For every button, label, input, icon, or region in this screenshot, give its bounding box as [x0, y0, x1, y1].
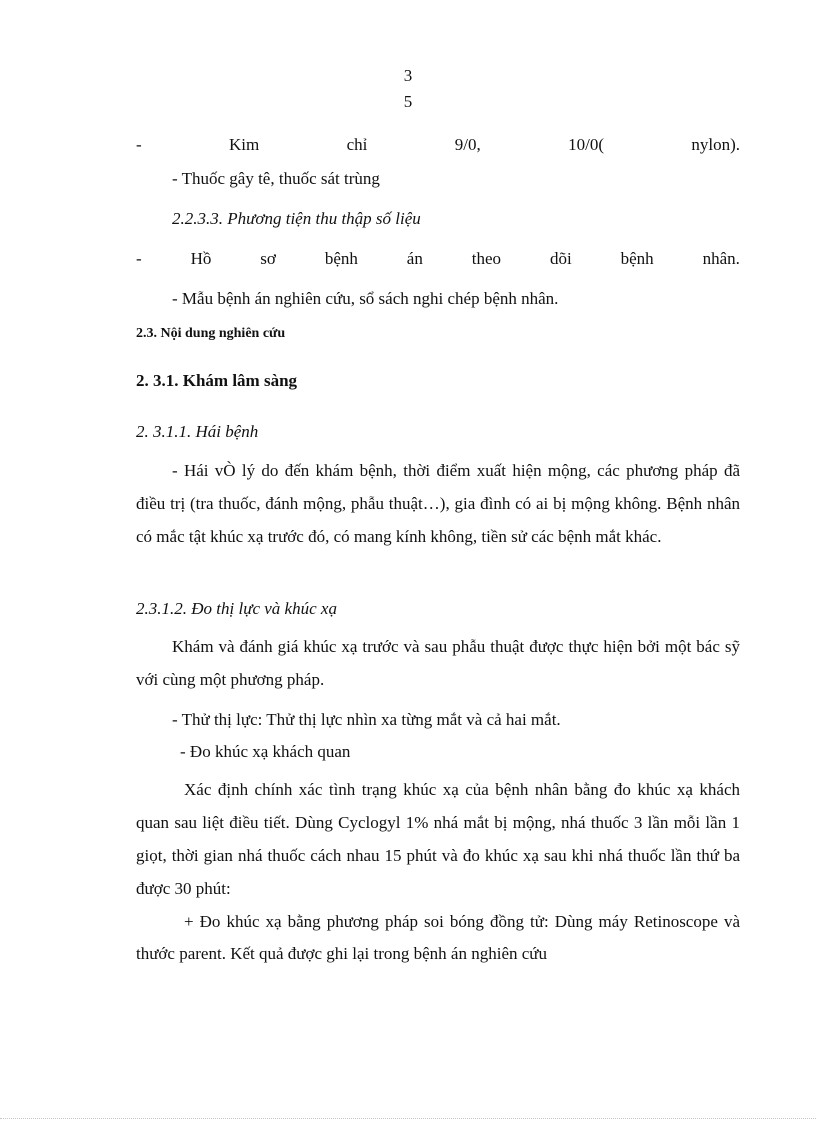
visual-acuity-line: - Thử thị lực: Thử thị lực nhìn xa từng mắt và cả hai mắt. — [172, 710, 561, 729]
anesthetic-line: - Thuốc gây tê, thuốc sát trùng — [172, 169, 380, 188]
word: chỉ — [346, 135, 368, 154]
word: Kim — [229, 135, 260, 154]
heading-2-3-1: 2. 3.1. Khám lâm sàng — [136, 371, 298, 390]
word: 10/0( — [568, 135, 604, 154]
page-number-line-2: 5 — [403, 92, 413, 111]
word: nylon). — [691, 135, 740, 154]
word: án — [406, 249, 423, 268]
heading-2-3: 2.3. Nội dung nghiên cứu — [136, 326, 286, 341]
word: bệnh — [324, 249, 358, 268]
word: - — [136, 135, 142, 154]
word: theo — [471, 249, 502, 268]
retinoscopy-paragraph: + Đo khúc xạ bằng phương pháp soi bóng đồng tử: Dùng máy Retinoscope và thước parent. Kết quả được ghi lại trong bệnh án nghiên cứu — [136, 912, 740, 963]
word: - — [136, 249, 142, 268]
objective-refraction-line: - Đo khúc xạ khách quan — [180, 742, 351, 761]
word: bệnh — [620, 249, 654, 268]
page-number-line-1: 3 — [403, 66, 413, 85]
heading-2-3-1-2: 2.3.1.2. Đo thị lực và khúc xạ — [136, 599, 337, 618]
word: nhân. — [702, 249, 740, 268]
forms-line: - Mẫu bệnh án nghiên cứu, sổ sách nghi chép bệnh nhân. — [172, 289, 559, 308]
cycloplegic-paragraph: Xác định chính xác tình trạng khúc xạ của bệnh nhân bằng đo khúc xạ khách quan sau liệt điều tiết. Dùng Cyclogyl 1% nhá mắt bị mộng, nhá thuốc 3 lần mỗi lần 1 giọt, thời gian nhá thuốc cách nhau 15 phút và đo khúc xạ sau khi nhá thuốc lần thứ ba được 30 phút: — [136, 780, 740, 898]
word: Hồ — [190, 249, 212, 268]
word: sơ — [260, 249, 276, 268]
history-paragraph: - Hái vÒ lý do đến khám bệnh, thời điểm xuất hiện mộng, các phương pháp đã điều trị (tra thuốc, đánh mộng, phẫu thuật…), gia đình có ai bị mộng không. Bệnh nhân có mắc tật khúc xạ trước đó, có mang kính không, tiền sử các bệnh mắt khác. — [136, 461, 740, 546]
records-line — [136, 248, 740, 270]
materials-line — [136, 134, 740, 156]
exam-paragraph: Khám và đánh giá khúc xạ trước và sau phẫu thuật được thực hiện bởi một bác sỹ với cùng một phương pháp. — [136, 637, 740, 689]
word: dõi — [549, 249, 572, 268]
heading-2-2-3-3: 2.2.3.3. Phương tiện thu thập số liệu — [172, 209, 421, 228]
bottom-divider — [0, 1118, 816, 1119]
word: 9/0, — [454, 135, 481, 154]
heading-2-3-1-1: 2. 3.1.1. Hái bệnh — [136, 422, 259, 441]
